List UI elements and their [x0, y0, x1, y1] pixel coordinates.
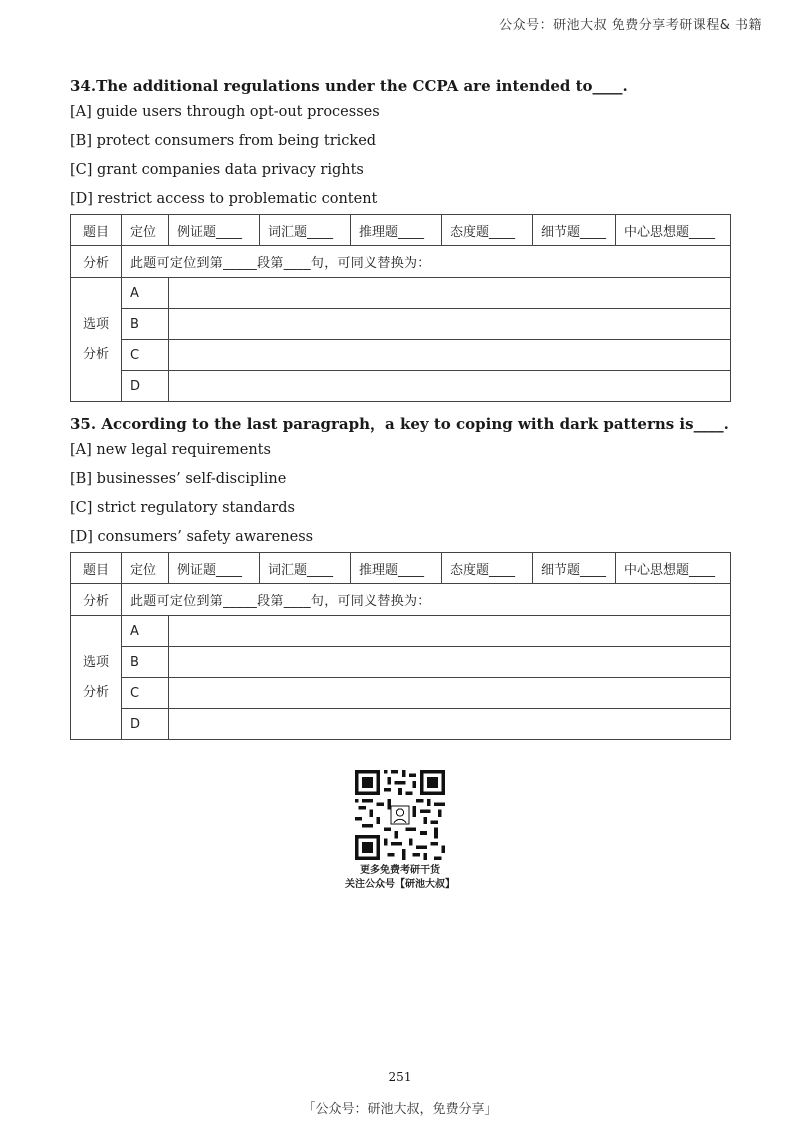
qr-caption — [330, 864, 470, 892]
cell-tigan: 题目 — [71, 553, 122, 584]
option-a: [A] new legal requirements — [70, 442, 271, 458]
type-inference: 推理题____ — [351, 215, 442, 246]
type-inference: 推理题____ — [351, 553, 442, 584]
type-vocab: 词汇题____ — [260, 553, 351, 584]
option-row-blank — [169, 678, 731, 709]
qr-block — [330, 770, 470, 892]
question-title: 34.The additional regulations under the CCPA are intended to____. — [70, 77, 628, 95]
option-a: [A] guide users through opt-out processes — [70, 104, 380, 120]
option-d: [D] restrict access to problematic content — [70, 191, 378, 207]
type-detail: 细节题____ — [533, 553, 616, 584]
option-row-label: A — [122, 278, 169, 309]
qr-code-icon — [355, 770, 445, 860]
type-main-idea: 中心思想题____ — [616, 215, 731, 246]
option-analysis-label-1: 选项 — [82, 654, 109, 670]
type-attitude: 态度题____ — [442, 553, 533, 584]
qr-caption-line1: 更多免费考研干货 — [360, 865, 440, 876]
question-title: 35. According to the last paragraph，a key to coping with dark patterns is____. — [70, 415, 729, 433]
option-c: [C] strict regulatory standards — [70, 500, 295, 516]
option-row-label: D — [122, 371, 169, 402]
option-row-label: B — [122, 309, 169, 340]
analysis-table — [70, 552, 731, 740]
option-row-blank — [169, 278, 731, 309]
option-row-blank — [169, 616, 731, 647]
qr-caption-line2: 关注公众号【研池大叔】 — [345, 879, 455, 890]
option-d: [D] consumers’ safety awareness — [70, 529, 314, 545]
type-example: 例证题____ — [169, 553, 260, 584]
option-c: [C] grant companies data privacy rights — [70, 162, 364, 178]
cell-tigan: 题目 — [71, 215, 122, 246]
option-row-label: C — [122, 340, 169, 371]
cell-fenxi: 分析 — [71, 246, 122, 278]
type-detail: 细节题____ — [533, 215, 616, 246]
option-row-blank — [169, 309, 731, 340]
analysis-table — [70, 214, 731, 402]
option-row-label: C — [122, 678, 169, 709]
option-row-label: D — [122, 709, 169, 740]
page-header: 公众号：研池大叔 免费分享考研课程& 书籍 — [499, 18, 762, 33]
question-35 — [70, 412, 730, 740]
option-b: [B] businesses’ self-discipline — [70, 471, 287, 487]
option-row-blank — [169, 647, 731, 678]
option-row-label: B — [122, 647, 169, 678]
cell-option-analysis — [71, 616, 122, 740]
option-analysis-label-1: 选项 — [82, 316, 109, 332]
location-line: 此题可定位到第_____段第____句，可同义替换为： — [122, 246, 731, 278]
type-attitude: 态度题____ — [442, 215, 533, 246]
option-row-blank — [169, 371, 731, 402]
type-dingwei: 定位 — [122, 215, 169, 246]
page-footer: 「公众号：研池大叔，免费分享」 — [302, 1102, 498, 1117]
option-row-label: A — [122, 616, 169, 647]
type-main-idea: 中心思想题____ — [616, 553, 731, 584]
page-number: 251 — [388, 1070, 412, 1084]
type-dingwei: 定位 — [122, 553, 169, 584]
option-b: [B] protect consumers from being tricked — [70, 133, 377, 149]
option-analysis-label-2: 分析 — [82, 346, 109, 362]
type-example: 例证题____ — [169, 215, 260, 246]
location-line: 此题可定位到第_____段第____句，可同义替换为： — [122, 584, 731, 616]
cell-option-analysis — [71, 278, 122, 402]
question-34 — [70, 74, 730, 402]
type-vocab: 词汇题____ — [260, 215, 351, 246]
option-row-blank — [169, 340, 731, 371]
option-analysis-label-2: 分析 — [82, 684, 109, 700]
option-row-blank — [169, 709, 731, 740]
cell-fenxi: 分析 — [71, 584, 122, 616]
